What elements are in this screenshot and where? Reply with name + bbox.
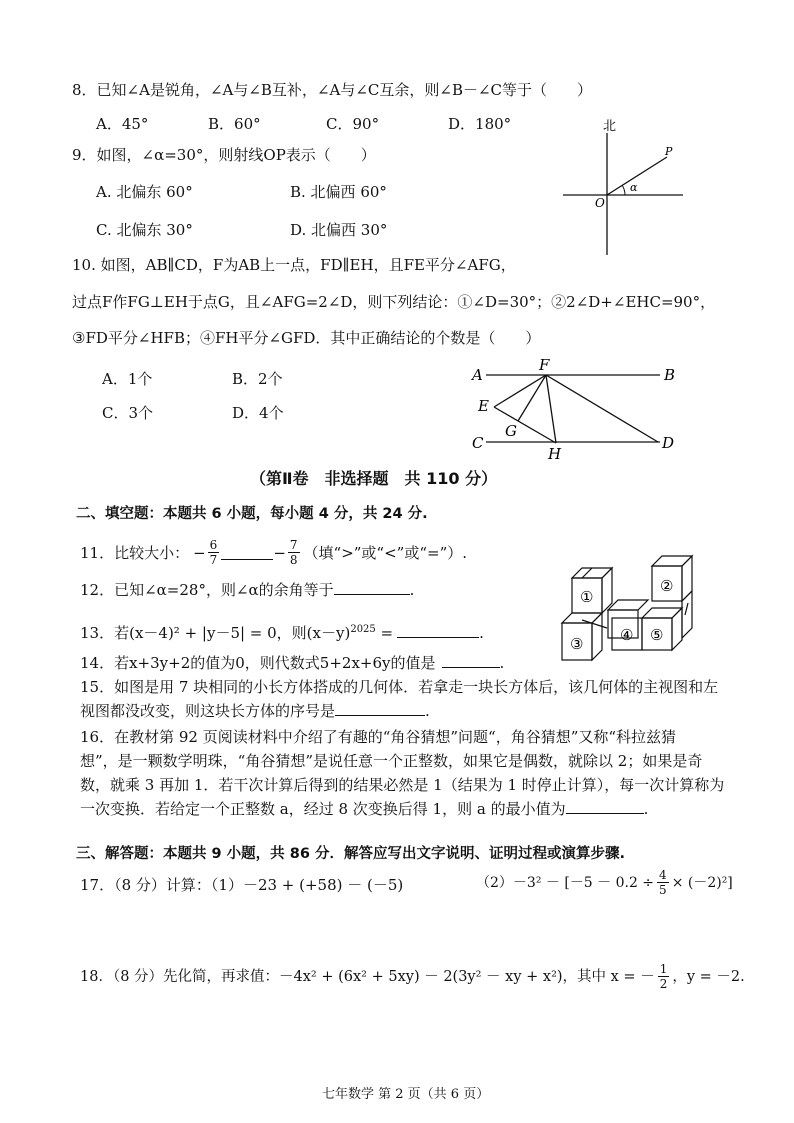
q16-line4: 一次变换．若给定一个正整数 a，经过 8 次变换后得 1，则 a 的最小值为 . <box>80 800 649 818</box>
q15-line1: 15．如图是用 7 块相同的小长方体搭成的几何体．若拿走一块长方体后，该几何体的主视图和左 <box>80 678 719 696</box>
q14-text: 14．若x+3y+2的值为0，则代数式5+2x+6y的值是 <box>80 654 436 672</box>
segment-fg <box>518 375 546 421</box>
q17-fraction <box>657 868 669 897</box>
cube5-side <box>672 608 682 650</box>
label-h: H <box>548 445 562 463</box>
q9-option-a: A. 北偏东 60° <box>96 183 193 201</box>
q8-stem: 8．已知∠A是锐角，∠A与∠B互补，∠A与∠C互余，则∠B－∠C等于（ ） <box>72 81 593 99</box>
q11-prefix: 11．比较大小： <box>80 543 190 562</box>
label-c: C <box>472 434 484 452</box>
q9-option-d: D. 北偏西 30° <box>290 221 388 239</box>
q16-line3: 数，就乘 3 再加 1．若干次计算后得到的结果必然是 1（结果为 1 时停止计算），每一次计算称为 <box>80 776 725 794</box>
cube1-side <box>602 568 612 613</box>
q17-part2-suffix: × (－2)²] <box>671 874 733 891</box>
segment-eh <box>494 407 556 443</box>
q18-x-fraction <box>658 962 670 991</box>
q17-part2-prefix: （2）－3² － [－5 － 0.2 ÷ <box>476 874 655 891</box>
section2-heading: 二、填空题：本题共 6 小题，每小题 4 分，共 24 分. <box>76 506 428 522</box>
q10-option-b: B．2个 <box>232 370 283 388</box>
q18-x-fraction-num: 1 <box>659 962 668 976</box>
q14-answer-blank[interactable] <box>442 653 500 668</box>
mark1 <box>582 568 592 578</box>
q11-fraction-2-den: 8 <box>289 553 298 567</box>
section3-heading: 三、解答题：本题共 9 小题，共 86 分．解答应写出文字说明、证明过程或演算步骤. <box>76 846 625 862</box>
q11-fraction-1-num: 6 <box>209 538 218 552</box>
q13-equals: = <box>375 624 394 642</box>
segment-fh <box>546 375 556 443</box>
label-f: F <box>539 356 550 374</box>
north-label: 北 <box>603 119 617 134</box>
q15-answer-blank[interactable] <box>335 701 425 716</box>
point-o-label: O <box>595 196 605 210</box>
q9-stem: 9．如图，∠α=30°，则射线OP表示（ ） <box>72 146 376 164</box>
q11-fraction-1 <box>208 538 220 567</box>
q18-x-fraction-den: 2 <box>659 977 668 991</box>
q11-fraction-2-num: 7 <box>289 538 298 552</box>
point-p-label: P <box>665 145 673 158</box>
cube1-top <box>572 568 612 578</box>
cube-label-3: ③ <box>570 635 584 653</box>
q18-suffix: ，y = －2. <box>672 968 745 985</box>
q11-answer-blank[interactable] <box>221 545 273 560</box>
cube-middle-top <box>608 600 648 610</box>
label-g: G <box>505 422 517 440</box>
q8-option-b: B．60° <box>208 115 261 133</box>
q12-answer-blank[interactable] <box>334 580 410 595</box>
q13-text: 13．若(x－4)² + |y－5| = 0，则(x－y) <box>80 624 351 642</box>
cube5-top <box>642 608 682 618</box>
q16-line1: 16．在教材第 92 页阅读材料中介绍了有趣的“角谷猜想”问题“，角谷猜想”又称“科拉兹猜 <box>80 728 677 746</box>
q17-part2 <box>476 868 733 897</box>
q9-option-c: C. 北偏东 30° <box>96 221 193 239</box>
segment-fe <box>494 375 546 407</box>
q17-part1: 17．（8 分）计算：（1）－23 + (+58) － (－5) <box>80 876 404 894</box>
q13-answer-blank[interactable] <box>397 623 479 638</box>
q13-line: 13．若(x－4)² + |y－5| = 0，则$(x-y)^{2025}$ = . <box>80 624 484 642</box>
cube2-top <box>652 556 692 566</box>
q8-option-a: A．45° <box>96 115 149 133</box>
q17-fraction-den: 5 <box>659 883 667 897</box>
q13-exponent: 2025 <box>350 624 376 635</box>
q10-option-c: C．3个 <box>102 404 154 422</box>
q10-option-d: D．4个 <box>232 404 284 422</box>
q14-line: 14．若x+3y+2的值为0，则代数式5+2x+6y的值是 . <box>80 654 505 672</box>
q16-line4-text: 一次变换．若给定一个正整数 a，经过 8 次变换后得 1，则 a 的最小值为 <box>80 800 566 818</box>
q10-option-a: A．1个 <box>102 370 153 388</box>
q11-line: 11．比较大小： − $\frac{6}{7}$ − $\frac{7}{8}$ （填“>”或“<”或“=”）. <box>80 538 468 567</box>
angle-arc <box>622 185 625 195</box>
q15-line2-text: 视图都没改变，则这块长方体的序号是 <box>80 702 336 720</box>
q16-line2: 想”，是一颗数学明珠，“角谷猜想”是说任意一个正整数，如果它是偶数，就除以 2；如果是奇 <box>80 752 703 770</box>
q8-option-d: D．180° <box>448 115 512 133</box>
q12-text: 12．已知∠α=28°，则∠α的余角等于 <box>80 581 334 599</box>
cube-right-side <box>682 591 692 638</box>
cube-label-1: ① <box>580 588 594 606</box>
q16-answer-blank[interactable] <box>566 799 644 814</box>
q18-line <box>80 962 745 991</box>
label-d: D <box>662 434 675 452</box>
alpha-label: α <box>630 181 638 194</box>
cube-label-2: ② <box>660 577 674 595</box>
label-e: E <box>478 397 489 415</box>
q11-suffix: （填“>”或“<”或“=”）. <box>303 543 468 562</box>
q11-fraction-2 <box>288 538 300 567</box>
cube-label-4: ④ <box>620 626 634 644</box>
q10-line3: ③FD平分∠HFB；④FH平分∠GFD．其中正确结论的个数是（ ） <box>72 329 541 347</box>
segment-fd <box>546 375 658 442</box>
q15-block-figure <box>552 548 720 670</box>
cube-label-5: ⑤ <box>650 626 664 644</box>
q17-fraction-num: 4 <box>659 868 667 882</box>
q18-text: 18．（8 分）先化简，再求值：－4x² + (6x² + 5xy) － 2(3y² － xy + x²)，其中 x = － <box>80 968 655 985</box>
page-footer: 七年数学 第 2 页（共 6 页） <box>322 1087 490 1102</box>
cube2-side <box>682 556 692 601</box>
part2-title: （第Ⅱ卷 非选择题 共 110 分） <box>250 469 498 488</box>
q10-line1: 10. 如图，AB∥CD，F为AB上一点，FD∥EH，且FE平分∠AFG， <box>72 256 516 274</box>
q9-option-b: B. 北偏西 60° <box>290 183 387 201</box>
q8-option-c: C．90° <box>326 115 380 133</box>
mark2 <box>685 603 688 615</box>
q12-line: 12．已知∠α=28°，则∠α的余角等于 . <box>80 581 415 599</box>
q10-line2: 过点F作FG⊥EH于点G，且∠AFG=2∠D，则下列结论：①∠D=30°；②2∠D+∠EHC=90°， <box>72 293 716 311</box>
q9-compass-figure <box>555 115 695 260</box>
q11-fraction-1-den: 7 <box>209 553 218 567</box>
q10-parallel-figure <box>468 355 690 465</box>
cube3-top <box>562 613 602 623</box>
label-a: A <box>472 366 483 384</box>
q15-line2: 视图都没改变，则这块长方体的序号是 . <box>80 702 430 720</box>
label-b: B <box>664 366 676 384</box>
cube3-side <box>592 613 602 660</box>
